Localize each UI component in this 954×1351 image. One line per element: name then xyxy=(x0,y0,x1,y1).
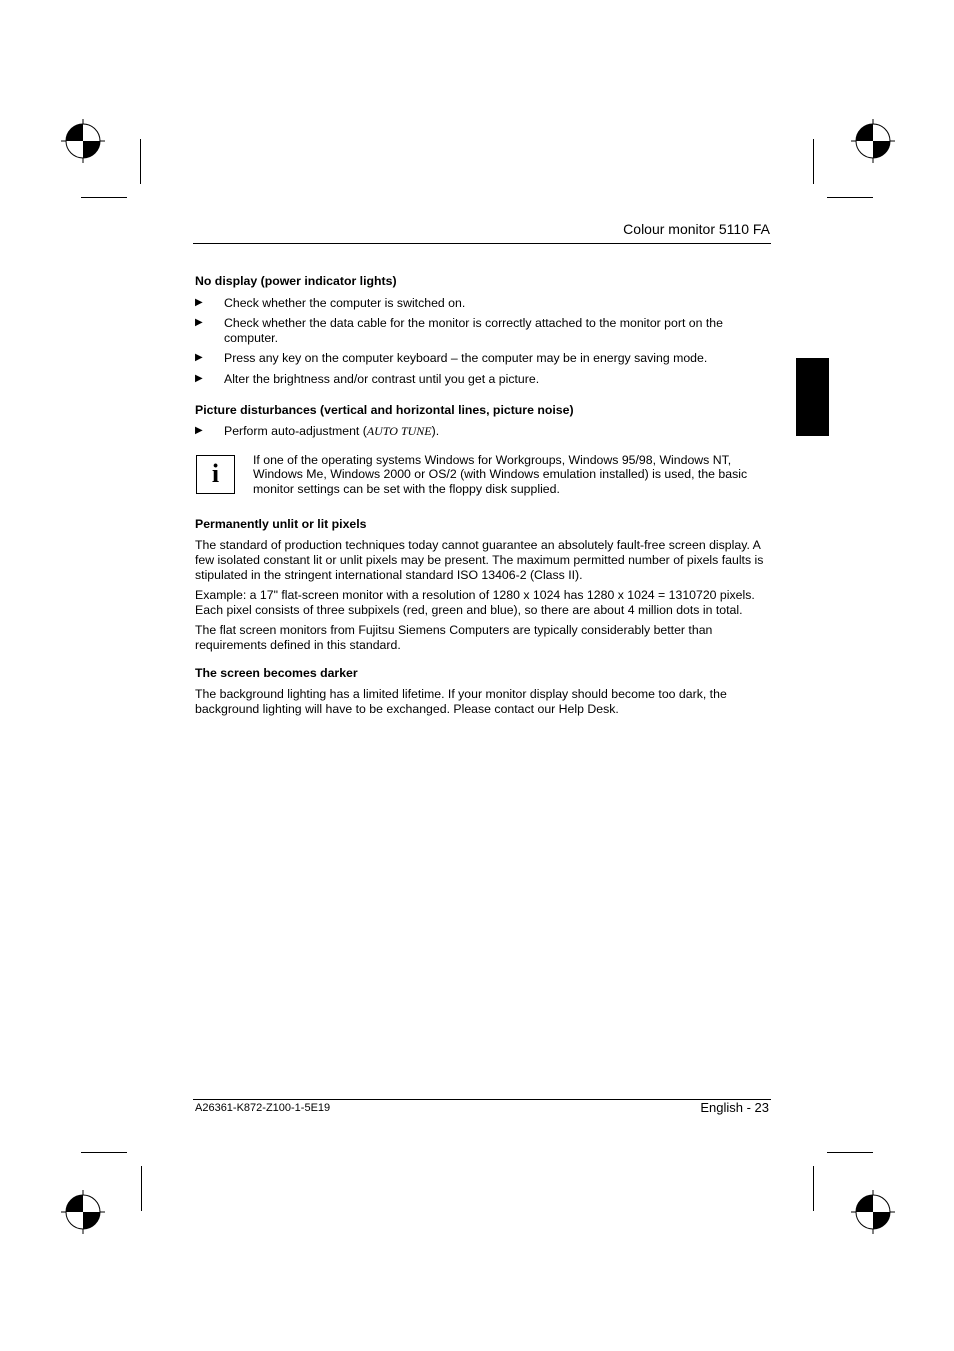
paragraph: The standard of production techniques today cannot guarantee an absolutely fault-free screen display. A few isolated constant lit or unlit pixels may be present. The maximum permitted number of pixels faults is stipulated in the stringent international standard ISO 13406-2 (Class II). xyxy=(195,538,764,582)
list-item: ▶ Press any key on the computer keyboard – the computer may be in energy saving mode. xyxy=(195,351,708,366)
triangle-right-icon: ▶ xyxy=(195,372,203,384)
list-item: ▶ Check whether the data cable for the monitor is correctly attached to the monitor port on the computer. xyxy=(195,316,723,345)
paragraph: The background lighting has a limited lifetime. If your monitor display should become too dark, the background lighting will have to be exchanged. Please contact our Help Desk. xyxy=(195,687,727,716)
paragraph: The flat screen monitors from Fujitsu Siemens Computers are typically considerably better than requirements defined in this standard. xyxy=(195,623,713,652)
trim-mark xyxy=(813,139,814,184)
header-rule xyxy=(193,243,771,244)
page-header-title: Colour monitor 5110 FA xyxy=(623,221,770,237)
section-heading-no-display: No display (power indicator lights) xyxy=(195,274,397,288)
trim-mark xyxy=(140,139,141,184)
section-heading-picture-disturbances: Picture disturbances (vertical and horizontal lines, picture noise) xyxy=(195,402,574,417)
paragraph: Example: a 17" flat-screen monitor with a resolution of 1280 x 1024 has 1280 x 1024 = 1310720 pixels. Each pixel consists of three subpixels (red, green and blue), so there are about 4 million dots in total. xyxy=(195,588,755,617)
registration-mark-icon xyxy=(849,1188,897,1236)
trim-mark xyxy=(827,1152,873,1153)
list-item: ▶ Alter the brightness and/or contrast until you get a picture. xyxy=(195,371,540,386)
section-heading-pixels: Permanently unlit or lit pixels xyxy=(195,516,367,531)
registration-mark-icon xyxy=(59,117,107,165)
chapter-tab xyxy=(796,358,829,436)
list-item: ▶ Perform auto-adjustment (AUTO TUNE). xyxy=(195,424,440,439)
bullet-list-no-display xyxy=(195,296,770,387)
trim-mark xyxy=(81,197,127,198)
info-icon: i xyxy=(196,455,235,494)
trim-mark xyxy=(141,1166,142,1211)
document-code: A26361-K872-Z100-1-5E19 xyxy=(195,1102,331,1114)
page-number: English - 23 xyxy=(700,1100,769,1115)
info-note-text: If one of the operating systems Windows for Workgroups, Windows 95/98, Windows NT, Windows Me, Windows 2000 or OS/2 (with Windows emulation installed) is used, the basic monitor settings can be set with the floppy disk supplied. xyxy=(253,452,748,496)
bullet-list-picture-disturbances xyxy=(195,424,770,439)
trim-mark xyxy=(813,1166,814,1211)
triangle-right-icon: ▶ xyxy=(195,296,203,308)
list-item: ▶ Check whether the computer is switched on. xyxy=(195,295,466,310)
registration-mark-icon xyxy=(59,1188,107,1236)
registration-mark-icon xyxy=(849,117,897,165)
triangle-right-icon: ▶ xyxy=(195,317,203,329)
trim-mark xyxy=(81,1152,127,1153)
trim-mark xyxy=(827,197,873,198)
section-heading-darker: The screen becomes darker xyxy=(195,665,358,680)
auto-tune-term: AUTO TUNE xyxy=(366,424,432,439)
triangle-right-icon: ▶ xyxy=(195,425,203,437)
page-content xyxy=(195,274,770,722)
info-note xyxy=(195,453,770,497)
triangle-right-icon: ▶ xyxy=(195,352,203,364)
